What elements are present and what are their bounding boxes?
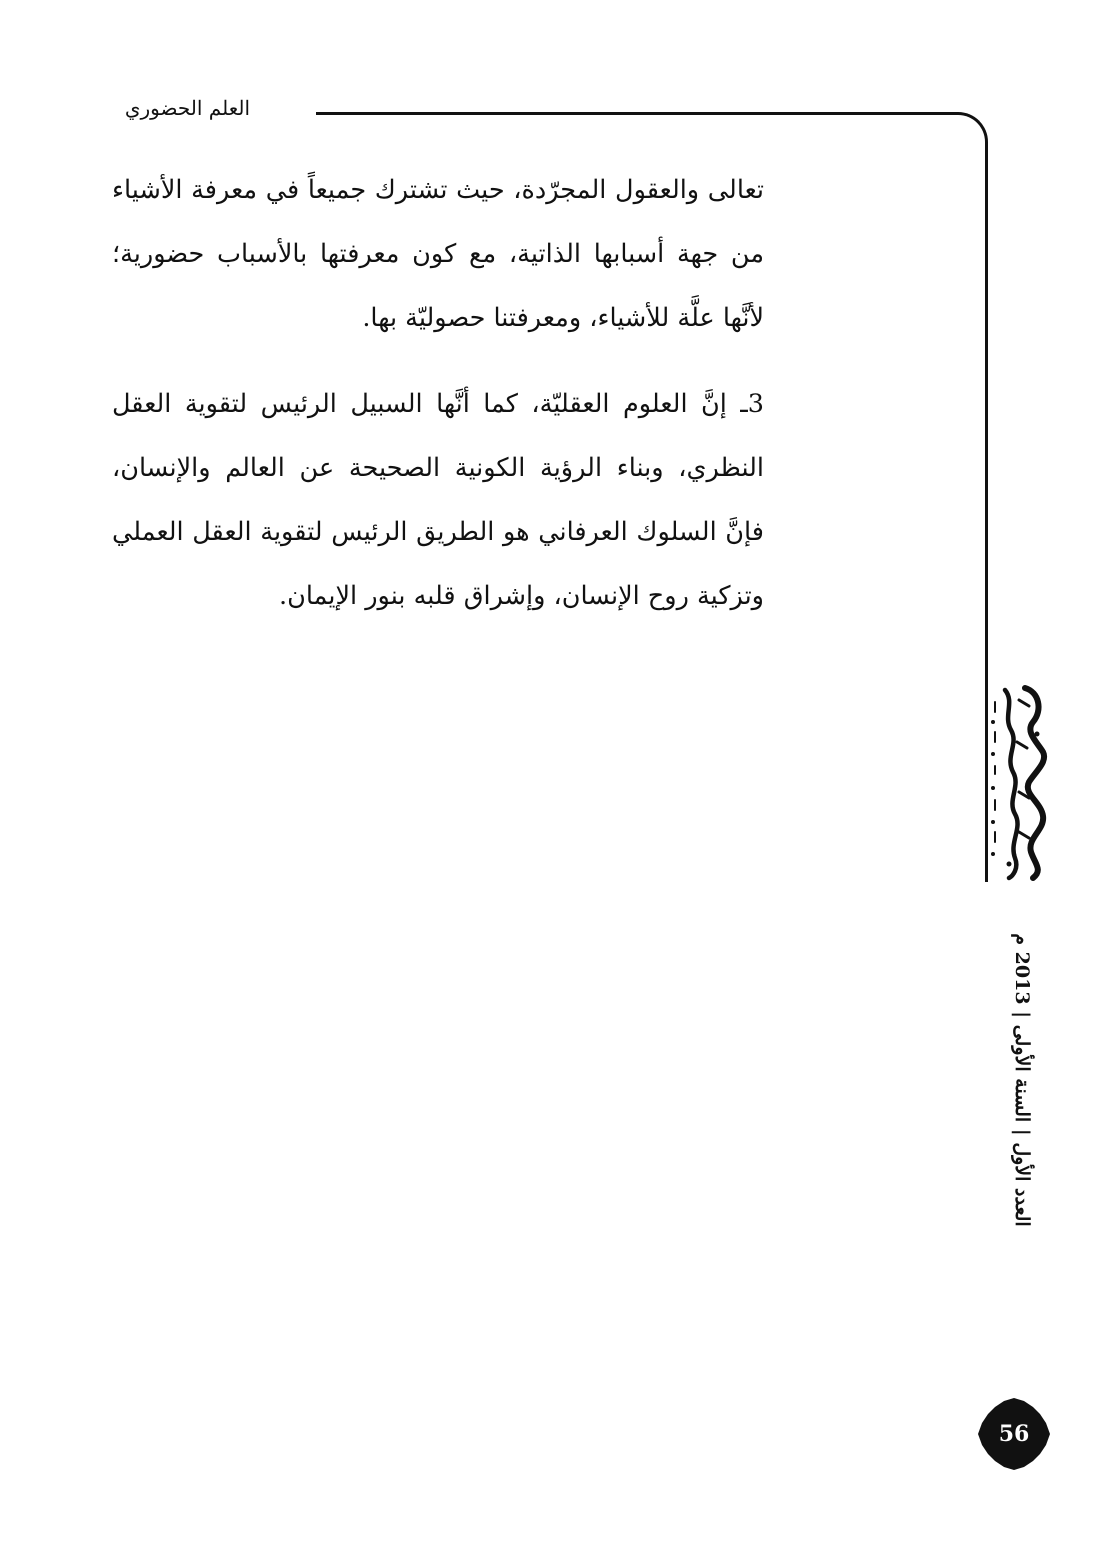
running-head-title: العلم الحضوري [124, 96, 250, 120]
journal-logo [985, 682, 1055, 882]
paragraph-1: تعالى والعقول المجرّدة، حيث تشترك جميعاً في معرفة الأشياء من جهة أسبابها الذاتية، مع كون معرفتها بالأسباب حضورية؛ لأنَّها علَّة للأشياء، ومعرفتنا حصوليّة بها. [112, 175, 764, 333]
page-number: 56 [998, 1421, 1030, 1447]
body-text [112, 158, 764, 628]
paragraph-2: 3ـ إنَّ العلوم العقليّة، كما أنَّها السبيل الرئيس لتقوية العقل النظري، وبناء الرؤية الكونية الصحيحة عن العالم والإنسان، فإنَّ السلوك العرفاني هو الطريق الرئيس لتقوية العقل العملي وتزكية روح الإنسان، وإشراق قلبه بنور الإيمان. [112, 389, 764, 611]
issue-info-text: العدد الأول | السنة الأولى | 2013 م [1011, 933, 1033, 1227]
